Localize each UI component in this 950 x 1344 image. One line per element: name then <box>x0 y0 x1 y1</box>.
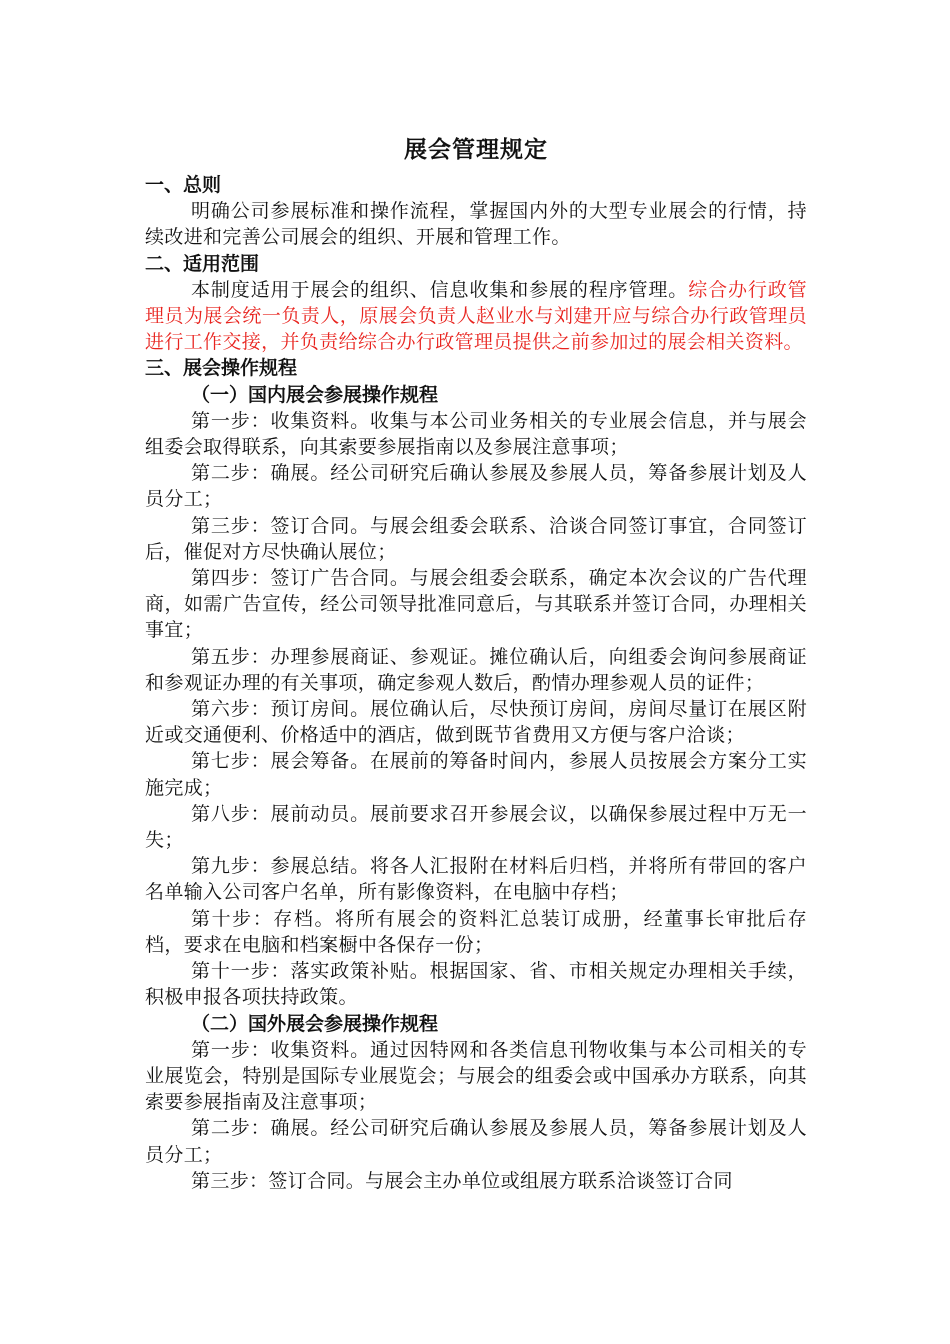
domestic-step: 第四步：签订广告合同。与展会组委会联系，确定本次会议的广告代理商，如需广告宣传，经公司领导批准同意后，与其联系并签订合同，办理相关事宜； <box>145 567 807 642</box>
subsection-heading-domestic: （一）国内展会参展操作规程 <box>191 383 439 406</box>
document-body <box>145 136 807 1194</box>
paragraph-general: 明确公司参展标准和操作流程，掌握国内外的大型专业展会的行情，持续改进和完善公司展会的组织、开展和管理工作。 <box>145 200 807 249</box>
domestic-step: 第五步：办理参展商证、参观证。摊位确认后，向组委会询问参展商证和参观证办理的有关事项，确定参观人数后，酌情办理参观人员的证件； <box>145 645 807 694</box>
section-heading-scope: 二、适用范围 <box>145 252 260 275</box>
section-heading-rules: 三、展会操作规程 <box>145 357 298 380</box>
scope-text: 本制度适用于展会的组织、信息收集和参展的程序管理。 <box>191 278 689 301</box>
overseas-step: 第二步：确展。经公司研究后确认参展及参展人员，筹备参展计划及人员分工； <box>145 1117 807 1166</box>
scope-highlight-text: 综合办行政管理员为展会统一负责人，原展会负责人赵业水与刘建开应与综合办行政管理员进行工作交接，并负责给综合办行政管理员提供之前参加过的展会相关资料。 <box>145 278 807 354</box>
domestic-step: 第二步：确展。经公司研究后确认参展及参展人员，筹备参展计划及人员分工； <box>145 462 807 511</box>
domestic-step: 第九步：参展总结。将各人汇报附在材料后归档，并将所有带回的客户名单输入公司客户名单，所有影像资料，在电脑中存档； <box>145 855 807 904</box>
overseas-step: 第一步：收集资料。通过因特网和各类信息刊物收集与本公司相关的专业展览会，特别是国际专业展览会；与展会的组委会或中国承办方联系，向其索要参展指南及注意事项； <box>145 1038 807 1114</box>
page-title: 展会管理规定 <box>404 137 548 163</box>
section-heading-general: 一、总则 <box>145 174 222 196</box>
paragraph-scope <box>145 277 807 356</box>
overseas-step: 第三步：签订合同。与展会主办单位或组展方联系洽谈签订合同 <box>191 1169 733 1192</box>
domestic-step: 第六步：预订房间。展位确认后，尽快预订房间，房间尽量订在展区附近或交通便利、价格适中的酒店，做到既节省费用又方便与客户洽谈； <box>145 698 807 747</box>
domestic-step: 第一步：收集资料。收集与本公司业务相关的专业展会信息，并与展会组委会取得联系，向其索要参展指南以及参展注意事项； <box>145 409 807 459</box>
domestic-step: 第八步：展前动员。展前要求召开参展会议，以确保参展过程中万无一失； <box>145 802 807 852</box>
domestic-step: 第十步：存档。将所有展会的资料汇总装订成册，经董事长审批后存档，要求在电脑和档案橱中各保存一份； <box>145 907 807 956</box>
domestic-step: 第七步：展会筹备。在展前的筹备时间内，参展人员按展会方案分工实施完成； <box>145 750 807 799</box>
domestic-step: 第十一步：落实政策补贴。根据国家、省、市相关规定办理相关手续，积极申报各项扶持政策。 <box>145 960 807 1009</box>
domestic-step: 第三步：签订合同。与展会组委会联系、洽谈合同签订事宜，合同签订后，催促对方尽快确认展位； <box>145 514 807 563</box>
subsection-heading-overseas: （二）国外展会参展操作规程 <box>191 1012 439 1035</box>
